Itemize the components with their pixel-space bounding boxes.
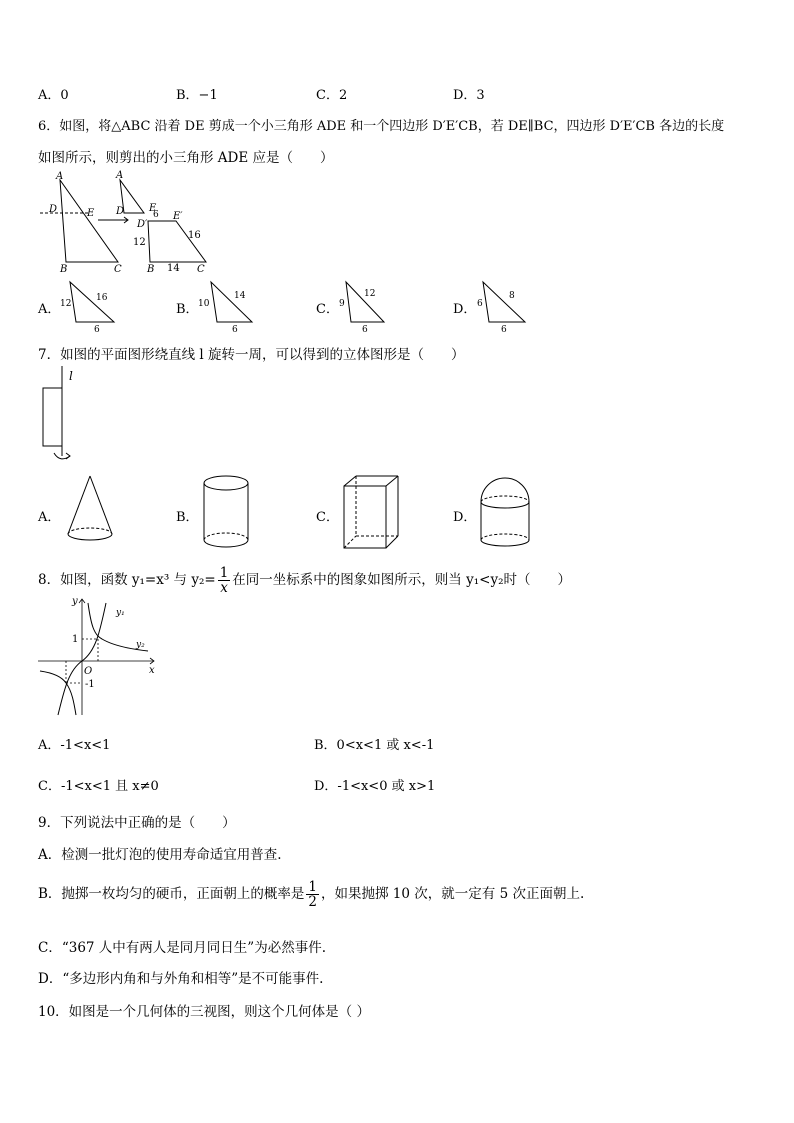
svg-text:16: 16 — [96, 293, 108, 303]
q6-label-6: 6 — [153, 210, 159, 220]
q10-stem: 10．如图是一个几何体的三视图，则这个几何体是（ ） — [38, 1004, 370, 1020]
q6-stem-line1: 6．如图，将△ABC 沿着 DE 剪成一个小三角形 ADE 和一个四边形 D′E′CB，若 DE∥BC，四边形 D′E′CB 各边的长度 — [38, 119, 725, 134]
q7-stem: 7．如图的平面图形绕直线 l 旋转一周，可以得到的立体图形是（ ） — [38, 347, 465, 363]
q6-option-b-letter: B． — [176, 302, 199, 317]
q5-option-a: A．0 — [38, 88, 69, 103]
q9-option-b: B．抛掷一枚均匀的硬币，正面朝上的概率是 $\frac{1}{2}$ ，如果抛掷 10 次，就一定有 5 次正面朝上. — [38, 879, 585, 910]
q5-option-b: B．−1 — [176, 88, 218, 103]
q6-label-d3: D′ — [137, 219, 148, 230]
q9-stem: 9．下列说法中正确的是（ ） — [38, 815, 236, 831]
q6-option-d-letter: D． — [453, 302, 477, 317]
q8-graph — [36, 595, 161, 720]
q6-label-12: 12 — [133, 237, 146, 248]
q6-label-e2: E — [149, 203, 157, 214]
q6-option-c-letter: C． — [316, 302, 339, 317]
q6-label-14: 14 — [167, 263, 180, 274]
q6-triangle-abc — [60, 180, 118, 262]
q7-option-c-letter: C． — [316, 510, 339, 525]
svg-text:1: 1 — [72, 634, 79, 645]
svg-text:8: 8 — [509, 291, 515, 301]
q9-fraction: $\frac{1}{2}$ — [308, 879, 318, 910]
q8-curve-y2-negative — [40, 671, 76, 715]
q9-option-d: D．“多边形内角和与外角和相等”是不可能事件. — [38, 971, 324, 987]
q6-label-a: A — [56, 171, 64, 182]
q6-option-d-figure — [473, 276, 533, 334]
q9-option-c: C．“367 人中有两人是同月同日生”为必然事件. — [38, 940, 326, 956]
q6-label-a2: A — [116, 170, 124, 181]
q6-label-16: 16 — [188, 230, 201, 241]
q6-label-b3: B — [147, 264, 155, 275]
q6-label-d: D — [49, 204, 58, 215]
q7-figure — [38, 366, 88, 471]
q7-axis-label: l — [69, 369, 73, 383]
q7-rectangle — [43, 388, 62, 446]
svg-text:6: 6 — [477, 299, 483, 309]
svg-text:y₂: y₂ — [136, 640, 145, 650]
svg-text:9: 9 — [339, 299, 345, 309]
q6-label-e: E — [87, 208, 95, 219]
q8-option-b: B．0<x<1 或 x<-1 — [314, 738, 435, 753]
svg-text:x: x — [149, 665, 155, 676]
q7-option-b-letter: B． — [176, 510, 199, 525]
q8-fraction: $\frac{1}{x}$ — [219, 565, 229, 596]
q8-stem: 8．如图，函数 y₁=x³ 与 y₂= $\frac{1}{x}$ 在同一坐标系中的图象如图所示，则当 y₁<y₂时（ ） — [38, 565, 571, 596]
svg-text:6: 6 — [94, 325, 100, 335]
q5-option-c: C．2 — [316, 88, 348, 103]
q7-option-c-cuboid — [342, 472, 412, 552]
svg-text:y₁: y₁ — [116, 608, 125, 618]
q6-label-d2: D — [116, 206, 125, 217]
svg-text:10: 10 — [198, 299, 210, 309]
q6-stem-line2: 如图所示，则剪出的小三角形 ADE 应是（ ） — [38, 150, 334, 166]
q9-option-a: A．检测一批灯泡的使用寿命适宜用普查. — [38, 847, 282, 863]
q6-option-c-figure — [334, 276, 394, 334]
svg-text:O: O — [84, 666, 93, 677]
q6-label-b: B — [60, 264, 68, 275]
q8-option-a: A．-1<x<1 — [38, 738, 111, 753]
q7-option-a-letter: A． — [38, 510, 61, 525]
q7-option-d-letter: D． — [453, 510, 477, 525]
q5-option-d: D．3 — [453, 88, 485, 103]
svg-text:6: 6 — [362, 325, 368, 335]
q6-option-a-letter: A． — [38, 302, 61, 317]
svg-text:12: 12 — [60, 299, 72, 309]
svg-text:12: 12 — [364, 289, 376, 299]
svg-text:y: y — [72, 596, 78, 607]
q6-label-c: C — [114, 264, 122, 275]
q6-option-a-figure — [58, 276, 118, 334]
svg-text:6: 6 — [232, 325, 238, 335]
svg-text:6: 6 — [501, 325, 507, 335]
q7-option-a-cone — [64, 470, 124, 550]
q6-option-b-figure — [196, 276, 256, 334]
q8-option-c: C．-1<x<1 且 x≠0 — [38, 779, 159, 794]
q7-option-d-dome-cylinder — [479, 472, 539, 552]
q8-option-d: D．-1<x<0 或 x>1 — [314, 779, 436, 794]
q6-label-c3: C — [197, 264, 205, 275]
svg-text:14: 14 — [234, 291, 246, 301]
q6-quad-dech — [148, 221, 206, 262]
svg-text:-1: -1 — [85, 679, 95, 690]
q6-figure — [36, 168, 256, 273]
q6-label-e3: E′ — [173, 211, 183, 222]
q7-option-b-cylinder — [202, 474, 262, 554]
